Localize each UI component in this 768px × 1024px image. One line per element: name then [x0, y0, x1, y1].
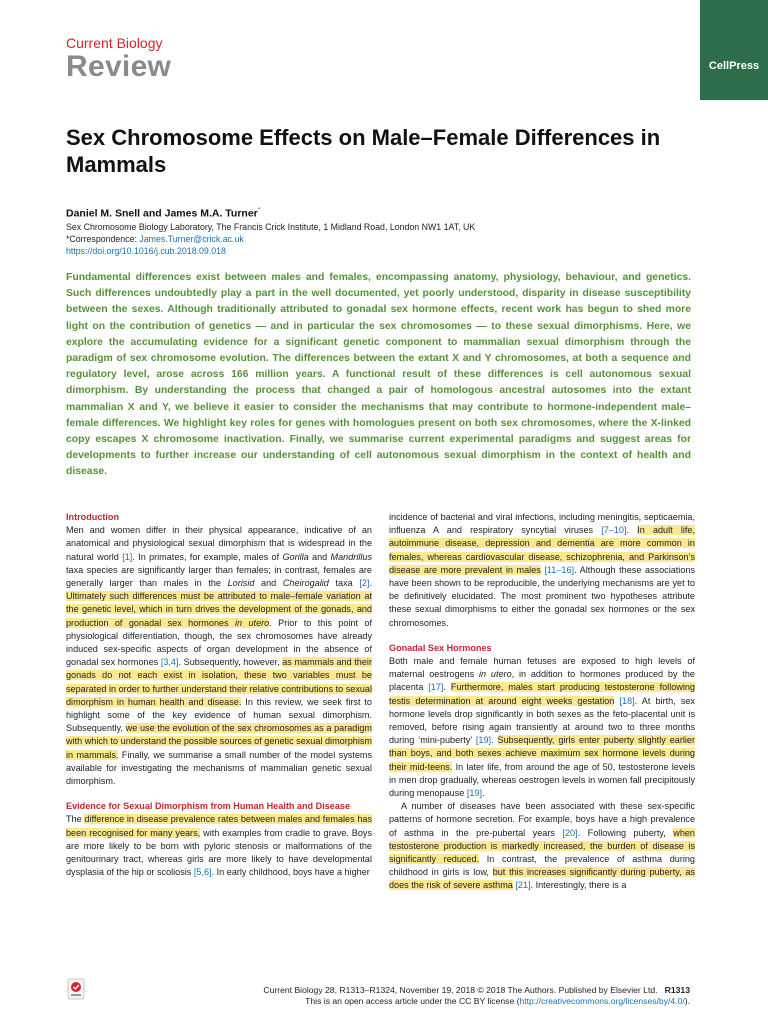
citation-link[interactable]: [18] [619, 695, 635, 706]
citation-link[interactable]: [17] [428, 682, 444, 693]
citation-line: Current Biology 28, R1313–R1324, November 19, 2018 © 2018 The Authors. Published by Elsevier Ltd. R1313 [263, 985, 690, 995]
crossmark-icon[interactable] [67, 978, 85, 1000]
citation-link[interactable]: [2] [359, 578, 370, 589]
journal-name: Current Biology [66, 35, 163, 51]
citation-link[interactable]: [20] [562, 827, 578, 838]
highlight: Furthermore, males start producing testosterone following testis determination at around eight weeks gestation [389, 682, 695, 706]
highlight: Subsequently, girls enter puberty slightly earlier than boys, and both sexes achieve maximum sex hormone levels during their mid-teens. [389, 735, 695, 772]
citation-link[interactable]: [3,4] [160, 657, 179, 668]
author-names: Daniel M. Snell and James M.A. Turner [66, 207, 258, 220]
abstract: Fundamental differences exist between males and females, encompassing anatomy, physiology, behaviour, and genetics. Such differences undoubtedly play a part in the well documented, yet poorly understood, disparity in disease susceptibility between the sexes. Although traditionally attributed to gonadal sex hormone effects, recent work has begun to shed more light on the contribution of genetics — and in particular the sex chromosomes — to these sexual dimorphisms. Here, we explore the accumulating evidence for a significant genetic component to mammalian sexual dimorphism through the paradigm of sex chromosome evolution. The differences between the extant X and Y chromosomes, at both a sequence and regulatory level, arose across 166 million years. A functional result of these differences is cell autonomous sexual dimorphism. By understanding the process that changed a pair of homologous ancestral autosomes into the extant mammalian X and Y, we believe it easier to consider the mechanisms that may contribute to hormone-independent male–female differences. We highlight key roles for genes with homologues present on both sex chromosomes, where the X-linked copy escapes X chromosome inactivation. Finally, we summarise current experimental paradigms and suggest areas for developments to further increase our understanding of cell autonomous sexual dimorphism in the context of health and disease. [66, 272, 691, 478]
article-title: Sex Chromosome Effects on Male–Female Differences in Mammals [66, 125, 661, 177]
citation-link[interactable]: [21] [515, 880, 531, 891]
body-column-right [389, 511, 695, 893]
highlight: as mammals and their gonads do not each exist in isolation, these two variables must be separated in order to further understand their relative contributions to sexual dimorphism in human health and disease. [66, 657, 372, 707]
correspondence [66, 233, 475, 245]
publisher-tab [700, 0, 768, 100]
paragraph: A number of diseases have been associated with these sex-specific patterns of hormone secretion. For example, boys have a high prevalence of asthma in the pre-pubertal years [20]. Following puberty, when testosterone production is markedly increased, the burden of disease is significantly reduced. In contrast, the prevalence of asthma during childhood in girls is low, but this increases significantly during puberty, as does the risk of severe asthma [21]. Interestingly, there is a [389, 801, 695, 891]
license-line: This is an open access article under the CC BY license (http://creativecommons.org/licenses/by/4.0/). [305, 996, 690, 1006]
section-heading: Gonadal Sex Hormones [389, 642, 492, 653]
author-line [66, 207, 261, 220]
citation-link[interactable]: [7–10] [601, 525, 627, 536]
citation-link[interactable]: [1] [122, 551, 133, 562]
section-heading: Introduction [66, 512, 120, 522]
paragraph: The difference in disease prevalence rates between males and females has been recognised for many years, with examples from cradle to grave. Boys are more likely to be born with pyloric stenosis or malformations of the genitourinary tract, whereas girls are more likely to have developmental dysplasia of the hip or scoliosis [5,6]. In early childhood, boys have a higher [66, 814, 373, 878]
correspondence-label: *Correspondence: [66, 234, 140, 244]
section-label: Review [66, 50, 172, 83]
doi-link[interactable]: https://doi.org/10.1016/j.cub.2018.09.018 [66, 246, 226, 256]
section-heading: Evidence for Sexual Dimorphism from Human Health and Disease [66, 801, 351, 812]
email-link[interactable]: James.Turner@crick.ac.uk [139, 234, 244, 244]
page-number: R1313 [664, 985, 690, 995]
page-footer [190, 985, 690, 1007]
paragraph: Both male and female human fetuses are exposed to high levels of maternal oestrogens in utero, in addition to hormones produced by the placenta [17]. Furthermore, males start producing testosterone following testis determination at around eight weeks gestation [18]. At birth, sex hormone levels drop significantly in both sexes as the feto-placental unit is removed, before rising again transiently at around two to three months during ‘mini-puberty’ [19]. Subsequently, girls enter puberty slightly earlier than boys, and both sexes achieve maximum sex hormone levels during their mid-teens. In later life, from around the age of 50, testosterone levels in men drop gradually, whereas oestrogen levels in women fall precipitously during menopause [19]. [389, 656, 695, 799]
citation-link[interactable]: [11–16] [544, 564, 575, 575]
highlight: Ultimately such differences must be attributed to male–female variation at the genetic level, which in turn drives the development of the gonads, and production of gonadal sex hormones in utero [66, 591, 372, 628]
highlight: difference in disease prevalence rates between males and females has been recognised for many years, [66, 814, 373, 838]
affiliation: Sex Chromosome Biology Laboratory, The Francis Crick Institute, 1 Midland Road, London NW1 1AT, UK [66, 222, 476, 232]
publisher-logo: CellPress [708, 60, 760, 72]
paragraph: Men and women differ in their physical appearance, indicative of an anatomical and physiological sexual dimorphism that is widespread in the natural world [1]. In primates, for example, males of Gorilla and Mandrillus taxa species are significantly larger than females; in contrast, females are generally larger than males in the Lorisid and Cheirogalid taxa [2]. Ultimately such differences must be attributed to male–female variation at the genetic level, which in turn drives the development of the gonads, and production of gonadal sex hormones in utero. Prior to this point of physiological differentiation, though, the sex chromosomes have already induced sex-specific aspects of organ development in the absence of gonadal sex hormones [3,4]. Subsequently, however, as mammals and their gonads do not each exist in isolation, these two variables must be separated in order to further understand their relative contributions to sexual dimorphism in human health and disease. In this review, we seek first to highlight some of the key evidence of human sexual dimorphism. Subsequently, we use the evolution of the sex chromosomes as a paradigm with which to understand the possible sources of genetic sexual dimorphism in mammals. Finally, we summarise a small number of the model systems available for investigating the mechanisms of mammalian genetic sexual dimorphism. [66, 525, 373, 787]
affiliation-block [66, 221, 475, 257]
highlight: when testosterone production is markedly increased, the burden of disease is significantly reduced. [389, 827, 695, 865]
highlight: we use the evolution of the sex chromosomes as a paradigm with which to understand the possible sources of genetic sexual dimorphism in mammals. [66, 723, 372, 760]
body-column-left [66, 511, 372, 879]
license-link[interactable]: http://creativecommons.org/licenses/by/4.0/ [519, 996, 685, 1006]
citation-link[interactable]: [5,6] [193, 867, 212, 878]
highlight: In adult life, autoimmune disease, depression and dementia are more common in females, whereas cardiovascular disease, schizophrenia, and Parkinson’s disease are more prevalent in males [389, 525, 695, 575]
paragraph: incidence of bacterial and viral infections, including meningitis, septicaemia, influenza A and respiratory syncytial viruses [7–10]. In adult life, autoimmune disease, depression and dementia are more common in females, whereas cardiovascular disease, schizophrenia, and Parkinson’s disease are more prevalent in males [11–16]. Although these associations have been shown to be reproducible, the underlying mechanisms are yet to be definitively elucidated. The most prominent two hypotheses attribute these sexual dimorphisms to either the gonadal sex hormones or the sex chromosomes. [389, 512, 695, 628]
citation-link[interactable]: [19] [466, 788, 483, 799]
highlight: but this increases significantly during puberty, as does the risk of severe asthma [389, 867, 695, 891]
citation-link[interactable]: [19] [475, 735, 492, 746]
corresponding-mark: * [257, 207, 261, 214]
